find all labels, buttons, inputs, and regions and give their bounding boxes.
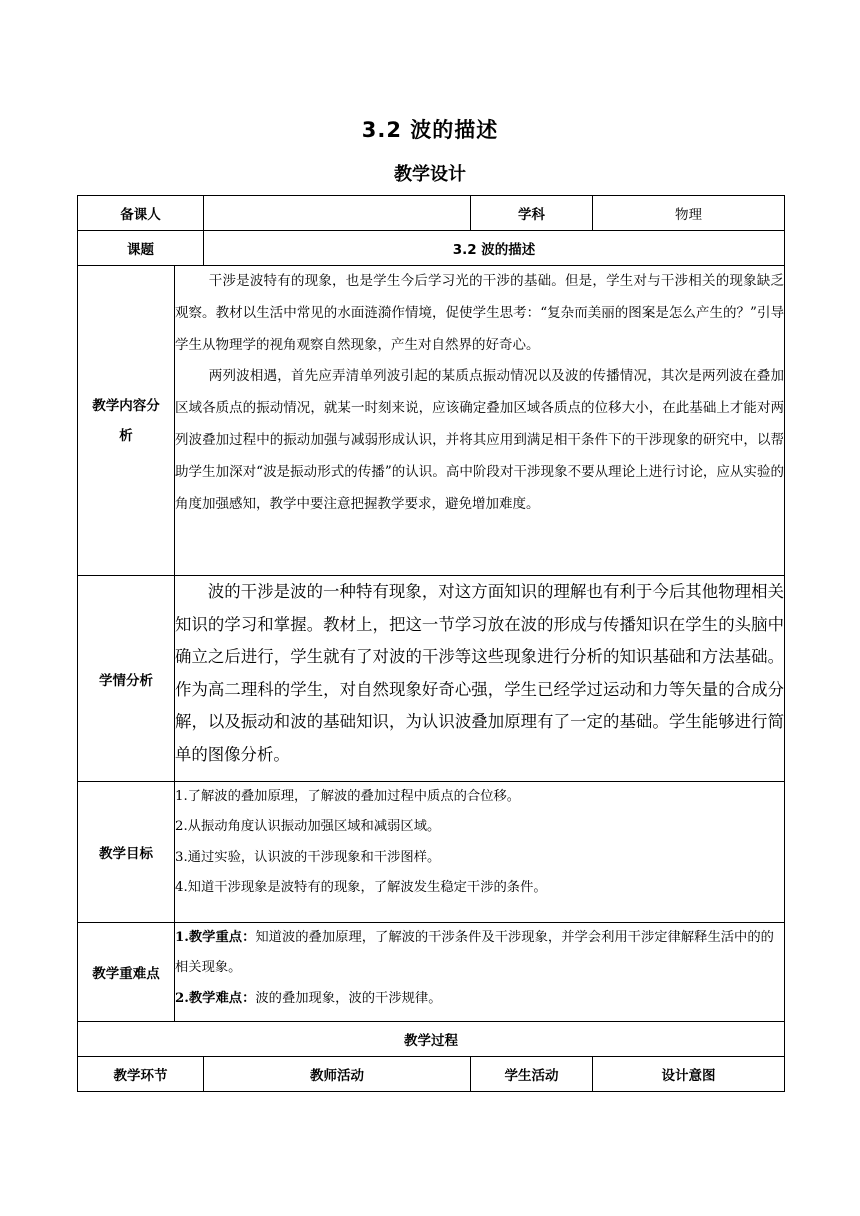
key-point-heading: 1.教学重点： — [175, 930, 256, 945]
key-points-label: 教学重难点 — [78, 923, 175, 1022]
difficult-point-heading: 2.教学难点： — [175, 990, 256, 1006]
content-analysis-row — [78, 266, 785, 576]
objectives-row — [78, 782, 785, 923]
process-column-header: 设计意图 — [593, 1057, 785, 1092]
subject-label: 学科 — [471, 196, 593, 231]
process-column-header: 教师活动 — [204, 1057, 471, 1092]
preparer-value — [204, 196, 471, 231]
process-column-header: 教学环节 — [78, 1057, 204, 1092]
key-point-text: 知道波的叠加原理，了解波的干涉条件及干涉现象，并学会利用干涉定律解释生活中的的相关现象。 — [175, 930, 774, 976]
topic-label: 课题 — [78, 231, 204, 266]
objectives-label: 教学目标 — [78, 782, 175, 923]
preparer-row — [78, 196, 785, 231]
objectives-cell — [175, 782, 785, 923]
content-analysis-paragraph: 干涉是波特有的现象，也是学生今后学习光的干涉的基础。但是，学生对与干涉相关的现象缺乏观察。教材以生活中常见的水面涟漪作情境，促使学生思考：“复杂而美丽的图案是怎么产生的？”引导学生从物理学的视角观察自然现象，产生对自然界的好奇心。 — [175, 273, 784, 353]
key-point-item — [175, 923, 784, 984]
student-analysis-text: 波的干涉是波的一种特有现象，对这方面知识的理解也有利于今后其他物理相关知识的学习和掌握。教材上，把这一节学习放在波的形成与传播知识在学生的头脑中确立之后进行，学生就有了对波的干涉等这些现象进行分析的知识基础和方法基础。作为高二理科的学生，对自然现象好奇心强，学生已经学过运动和力等矢量的合成分解，以及振动和波的基础知识，为认识波叠加原理有了一定的基础。学生能够进行简单的图像分析。 — [175, 582, 784, 764]
subject-value: 物理 — [593, 196, 785, 231]
objective-item: 3.通过实验，认识波的干涉现象和干涉图样。 — [175, 849, 441, 865]
objective-item: 4.知道干涉现象是波特有的现象，了解波发生稳定干涉的条件。 — [175, 879, 547, 895]
document-title: 3.2 波的描述 — [361, 118, 499, 142]
process-header-row — [78, 1057, 785, 1092]
difficult-point-item — [175, 984, 784, 1014]
lesson-plan-table — [77, 195, 785, 1092]
process-title: 教学过程 — [78, 1022, 785, 1057]
content-analysis-paragraph: 两列波相遇，首先应弄清单列波引起的某质点振动情况以及波的传播情况，其次是两列波在叠加区域各质点的振动情况，就某一时刻来说，应该确定叠加区域各质点的位移大小，在此基础上才能对两列波叠加过程中的振动加强与减弱形成认识，并将其应用到满足相干条件下的干涉现象的研究中，以帮助学生加深对“波是振动形式的传播”的认识。高中阶段对干涉现象不要从理论上进行讨论，应从实验的角度加强感知，教学中要注意把握教学要求，避免增加难度。 — [175, 368, 784, 512]
objective-item: 1.了解波的叠加原理，了解波的叠加过程中质点的合位移。 — [175, 789, 521, 804]
student-analysis-label: 学情分析 — [78, 576, 175, 782]
student-analysis-row — [78, 576, 785, 782]
content-analysis-cell — [175, 266, 785, 576]
key-points-row — [78, 923, 785, 1022]
process-column-header: 学生活动 — [471, 1057, 593, 1092]
difficult-point-text: 波的叠加现象，波的干涉规律。 — [255, 990, 442, 1006]
process-title-row — [78, 1022, 785, 1057]
preparer-label: 备课人 — [78, 196, 204, 231]
content-analysis-label: 教学内容分析 — [78, 266, 175, 576]
topic-row — [78, 231, 785, 266]
objective-item: 2.从振动角度认识振动加强区域和减弱区域。 — [175, 819, 441, 835]
student-analysis-cell — [175, 576, 785, 782]
document-subtitle: 教学设计 — [394, 164, 466, 185]
topic-value: 3.2 波的描述 — [204, 231, 785, 266]
key-points-cell — [175, 923, 785, 1022]
